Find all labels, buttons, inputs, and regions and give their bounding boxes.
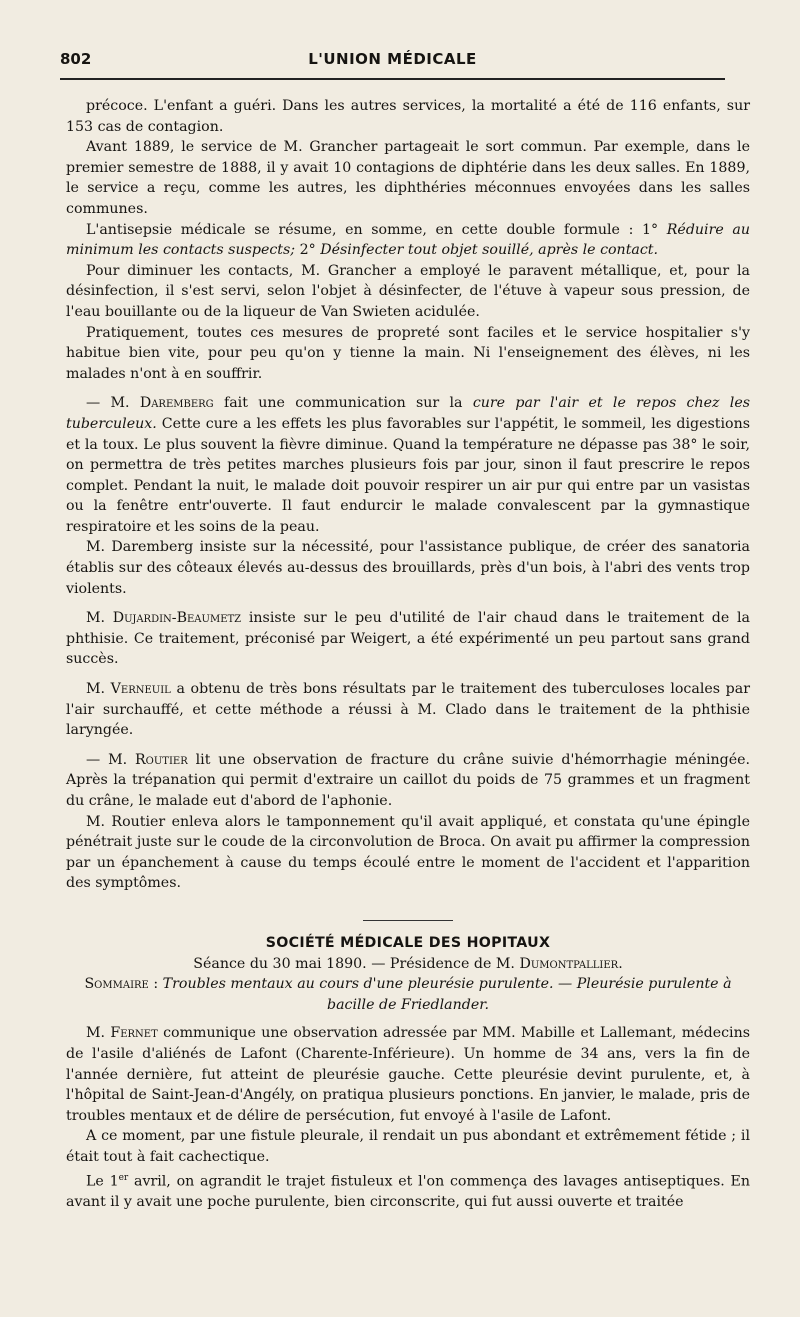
page-number: 802 [60, 50, 92, 68]
text-run: M. Routier enleva alors le tamponnement qu'il avait appliqué, et constata qu'une épingle pénétrait juste sur le coude de la circonvolution de Broca. On avait pu affirmer la compression par un épanchement à cause du temps écoulé entre le moment de l'accident et l'apparition des symptômes. [66, 813, 750, 892]
report-paragraphs-2 [66, 1023, 750, 1212]
text-run: A ce moment, par une fistule pleurale, il rendait un pus abondant et extrêmement fétide ; il était tout à fait cachectique. [66, 1128, 750, 1165]
text-run: . [618, 955, 623, 972]
text-run: Daremberg [139, 395, 214, 412]
paragraph [66, 537, 750, 599]
paragraph [66, 1126, 750, 1167]
text-run: — M. [86, 395, 140, 412]
paragraph [66, 393, 750, 537]
text-run: Pour diminuer les contacts, M. Grancher a employé le paravent métallique, et, pour la désinfection, il s'est servi, selon l'objet à désinfecter, de l'étuve à vapeur sous pression, de l'eau bouillante ou de la liqueur de Van Swieten acidulée. [66, 262, 750, 320]
paragraph [66, 137, 750, 219]
running-header [60, 48, 725, 72]
paragraph [66, 812, 750, 894]
summary-line [66, 974, 750, 1015]
text-run: — M. [86, 751, 135, 768]
text-run: er [118, 1172, 129, 1183]
text-run: 2° [295, 242, 321, 259]
header-rule [60, 78, 725, 80]
text-run: Dumontpallier [519, 955, 619, 972]
report-paragraphs [66, 96, 750, 894]
text-run: L'antisepsie médicale se résume, en somme, en cette double formule : 1° [86, 221, 667, 238]
text-run: Troubles mentaux au cours d'une pleurésie purulente. — Pleurésie purulente à bacille de Friedlander. [162, 976, 732, 1013]
article-body [66, 96, 750, 1212]
paragraph [66, 323, 750, 385]
text-run: Pratiquement, toutes ces mesures de propreté sont faciles et le service hospitalier s'y habitue bien vite, pour peu qu'on y tienne la main. Ni l'enseignement des élèves, ni les malades n'ont à en souffrir. [66, 324, 750, 382]
text-run: fait une communication sur la [213, 395, 473, 412]
paragraph [66, 220, 750, 261]
text-run: Avant 1889, le service de M. Grancher partageait le sort commun. Par exemple, dans le premier semestre de 1888, il y avait 10 contagions de diphtérie dans les deux salles. En 1889, le service a reçu, comme les autres, les diphthéries méconnues envoyées dans les salles communes. [66, 139, 750, 217]
text-run: a obtenu de très bons résultats par le traitement des tuberculoses locales par l'air surchauffé, et cette méthode a réussi à M. Clado dans le traitement de la phthisie laryngée. [66, 681, 750, 739]
text-run: Routier [135, 751, 188, 768]
text-run: cure par l'air et le repos chez les tuberculeux. [66, 395, 750, 432]
text-run: avril, on agrandit le trajet fistuleux et l'on commença des lavages antiseptiques. En avant il y avait une poche purulente, bien circonscrite, qui fut aussi ouverte et traitée [66, 1173, 750, 1210]
text-run: Le 1 [86, 1173, 119, 1190]
paragraph [66, 1168, 750, 1213]
text-run: M. [86, 610, 113, 627]
text-run: communique une observation adressée par MM. Mabille et Lallemant, médecins de l'asile d'aliénés de Lafont (Charente-Inférieure). Un homme de 34 ans, vers la fin de l'année dernière, fut atteint de pleurésie gauche. Cette pleurésie devint purulente, et, à l'hôpital de Saint-Jean-d'Angély, on pratiqua plusieurs ponctions. En janvier, le malade, pris de troubles mentaux et de délire de persécution, fut envoyé à l'asile de Lafont. [66, 1025, 750, 1124]
paragraph [66, 1023, 750, 1126]
text-run: Verneuil [110, 681, 171, 698]
text-run: Dujardin-Beaumetz [112, 610, 242, 627]
paragraph [66, 750, 750, 812]
text-run: : [148, 976, 163, 993]
text-run: Fernet [110, 1025, 158, 1042]
journal-title: L'UNION MÉDICALE [308, 50, 477, 68]
text-run: lit une observation de fracture du crâne suivie d'hémorrhagie méningée. Après la trépanation qui permit d'extraire un caillot du poids de 75 grammes et un fragment du crâne, le malade eut d'abord de l'aphonie. [66, 751, 751, 809]
text-run: M. [86, 1025, 111, 1042]
paragraph [66, 679, 750, 741]
paragraph [66, 608, 750, 670]
text-run: M. Daremberg insiste sur la nécessité, pour l'assistance publique, de créer des sanatoria établis sur des côteaux élevés au-dessus des brouillards, près d'un bois, à l'abri des vents trop violents. [66, 539, 750, 597]
text-run: Cette cure a les effets les plus favorables sur l'appétit, le sommeil, les digestions et la toux. Le plus souvent la fièvre diminue. Quand la température ne dépasse pas 38° le soir, on permettra de très petites marches plusieurs fois par jour, sinon il faut prescrire le repos complet. Pendant la nuit, le malade doit pouvoir respirer un air pur qui entre par un vasistas ou la fenêtre entr'ouverte. Il faut endurcir le malade convalescent par la gymnastique respiratoire et les soins de la peau. [66, 415, 750, 535]
session-line [66, 954, 750, 975]
text-run: Désinfecter tout objet souillé, après le contact. [320, 242, 659, 259]
text-run: Réduire au minimum les contacts suspects; [66, 221, 750, 259]
text-run: Sommaire [84, 976, 149, 993]
section-divider [363, 920, 453, 921]
text-run: précoce. L'enfant a guéri. Dans les autres services, la mortalité a été de 116 enfants, sur 153 cas de contagion. [66, 98, 750, 135]
paragraph [66, 261, 750, 323]
section-title: SOCIÉTÉ MÉDICALE DES HOPITAUX [265, 934, 551, 951]
text-run: Séance du 30 mai 1890. — Présidence de M. [193, 955, 520, 972]
text-run: M. [86, 681, 111, 698]
text-run: insiste sur le peu d'utilité de l'air chaud dans le traitement de la phthisie. Ce traitement, préconisé par Weigert, a été expérimenté un peu partout sans grand succès. [66, 610, 750, 668]
paragraph [66, 96, 750, 137]
